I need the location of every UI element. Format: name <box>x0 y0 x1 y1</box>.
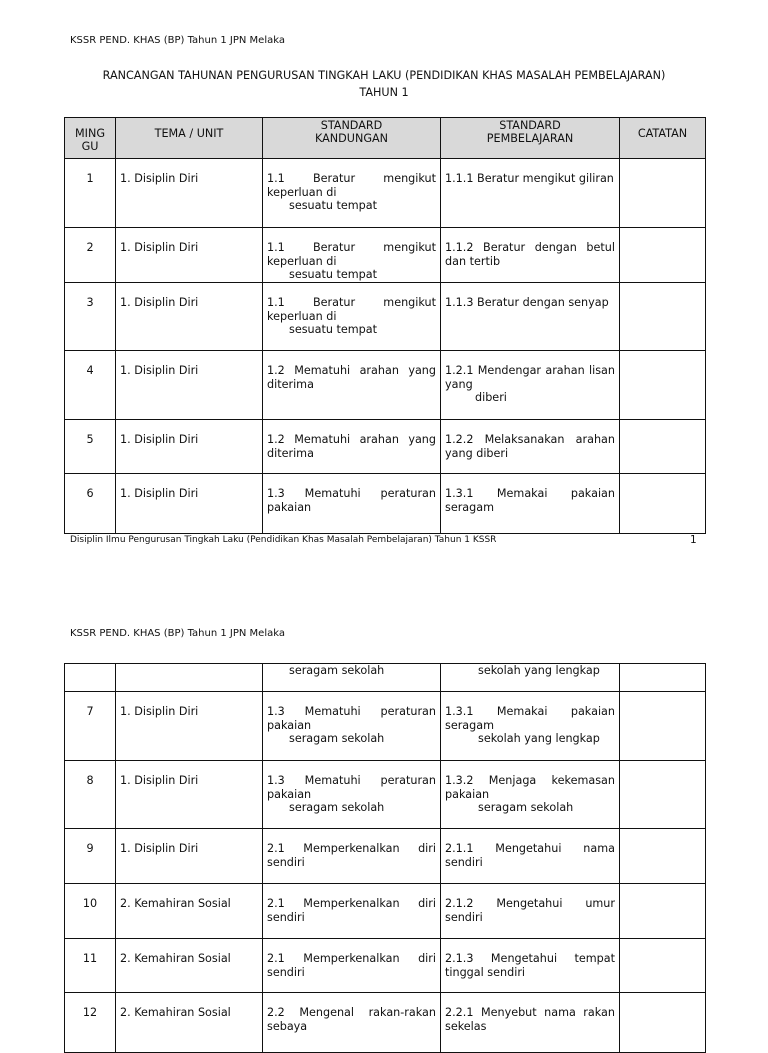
cell-standard-kandungan <box>263 993 441 1053</box>
table-row <box>65 692 706 761</box>
cell-standard-pembelajaran <box>441 664 620 692</box>
sp-text-indent: sekolah yang lengkap <box>478 732 600 745</box>
cell-tema: 2. Kemahiran Sosial <box>116 884 263 939</box>
sk-text: 1.1 Beratur mengikut keperluan di <box>267 296 436 323</box>
page-footer: Disiplin Ilmu Pengurusan Tingkah Laku (Pendidikan Khas Masalah Pembelajaran) Tahun 1 KSSR <box>70 535 497 545</box>
cell-standard-pembelajaran <box>441 939 620 993</box>
cell-standard-pembelajaran <box>441 761 620 829</box>
cell-tema: 1. Disiplin Diri <box>116 159 263 228</box>
col-header-minggu-line1: MING <box>75 127 105 140</box>
sk-text: 1.3 Mematuhi peraturan pakaian <box>267 774 436 801</box>
sp-text: 2.2.1 Menyebut nama rakan sekelas <box>445 1006 615 1033</box>
cell-minggu: 2 <box>65 228 116 283</box>
sk-text: 2.1 Memperkenalkan diri sendiri <box>267 842 436 869</box>
cell-standard-kandungan <box>263 829 441 884</box>
sk-text: 1.1 Beratur mengikut keperluan di <box>267 172 436 199</box>
cell-tema: 1. Disiplin Diri <box>116 474 263 534</box>
sk-text: 1.2 Mematuhi arahan yang diterima <box>267 364 436 391</box>
cell-catatan <box>620 829 706 884</box>
sp-text-indent: diberi <box>475 391 507 404</box>
cell-catatan <box>620 692 706 761</box>
cell-minggu: 8 <box>65 761 116 829</box>
cell-standard-pembelajaran <box>441 692 620 761</box>
document-subtitle: TAHUN 1 <box>359 86 409 99</box>
col-header-catatan: CATATAN <box>620 118 706 159</box>
sk-text-indent: seragam sekolah <box>289 801 385 814</box>
plan-table-continued <box>64 663 706 1053</box>
sp-text: 2.1.2 Mengetahui umur sendiri <box>445 897 615 924</box>
table-row <box>65 829 706 884</box>
sk-text-indent: seragam sekolah <box>289 732 385 745</box>
page-header: KSSR PEND. KHAS (BP) Tahun 1 JPN Melaka <box>70 35 285 46</box>
sk-text-indent: sesuatu tempat <box>289 268 378 281</box>
cell-minggu: 5 <box>65 420 116 474</box>
sp-text: 1.1.1 Beratur mengikut giliran <box>445 172 614 185</box>
sp-text-indent: sekolah yang lengkap <box>478 664 600 677</box>
cell-minggu: 11 <box>65 939 116 993</box>
cell-standard-kandungan <box>263 939 441 993</box>
cell-catatan <box>620 884 706 939</box>
cell-minggu: 7 <box>65 692 116 761</box>
cell-standard-kandungan <box>263 761 441 829</box>
cell-minggu: 3 <box>65 283 116 351</box>
col-header-minggu-line2: GU <box>81 139 99 153</box>
table-row <box>65 939 706 993</box>
sp-text: 1.3.2 Menjaga kekemasan pakaian <box>445 774 615 801</box>
cell-tema: 1. Disiplin Diri <box>116 761 263 829</box>
col-header-sk-line1: STANDARD <box>320 119 383 132</box>
sk-text-indent: sesuatu tempat <box>289 323 378 336</box>
sp-text: 1.1.2 Beratur dengan betul dan tertib <box>445 241 615 268</box>
document-title: RANCANGAN TAHUNAN PENGURUSAN TINGKAH LAKU (PENDIDIKAN KHAS MASALAH PEMBELAJARAN) <box>102 69 666 82</box>
sk-text: 2.1 Memperkenalkan diri sendiri <box>267 897 436 924</box>
cell-minggu: 9 <box>65 829 116 884</box>
col-header-sk-line2: KANDUNGAN <box>314 131 389 145</box>
sp-text-indent: seragam sekolah <box>478 801 574 814</box>
sk-text: 1.3 Mematuhi peraturan pakaian <box>267 487 436 514</box>
page-header: KSSR PEND. KHAS (BP) Tahun 1 JPN Melaka <box>70 628 285 639</box>
sp-text: 1.1.3 Beratur dengan senyap <box>445 296 609 309</box>
sk-text: 1.2 Mematuhi arahan yang diterima <box>267 433 436 460</box>
col-header-sp-line1: STANDARD <box>499 119 561 132</box>
cell-standard-kandungan <box>263 884 441 939</box>
sp-text: 1.2.1 Mendengar arahan lisan yang <box>445 364 615 391</box>
sk-text-indent: seragam sekolah <box>289 664 385 677</box>
table-row <box>65 993 706 1053</box>
table-row-continuation <box>65 664 706 692</box>
cell-catatan <box>620 939 706 993</box>
cell-minggu: 6 <box>65 474 116 534</box>
col-header-tema: TEMA / UNIT <box>116 118 263 159</box>
cell-catatan <box>620 993 706 1053</box>
cell-minggu: 1 <box>65 159 116 228</box>
cell-standard-pembelajaran <box>441 829 620 884</box>
cell-standard-pembelajaran <box>441 884 620 939</box>
cell-standard-kandungan <box>263 664 441 692</box>
sp-text: 1.3.1 Memakai pakaian seragam <box>445 705 615 732</box>
cell-tema: 1. Disiplin Diri <box>116 829 263 884</box>
sp-text: 1.2.2 Melaksanakan arahan yang diberi <box>445 433 615 460</box>
cell-tema: 1. Disiplin Diri <box>116 228 263 283</box>
cell-standard-kandungan <box>263 692 441 761</box>
cell-tema: 1. Disiplin Diri <box>116 692 263 761</box>
page-number: 1 <box>690 534 697 546</box>
cell-tema: 1. Disiplin Diri <box>116 420 263 474</box>
cell-tema <box>116 664 263 692</box>
cell-minggu: 10 <box>65 884 116 939</box>
sp-text: 2.1.3 Mengetahui tempat tinggal sendiri <box>445 952 615 979</box>
sk-text: 1.1 Beratur mengikut keperluan di <box>267 241 436 268</box>
table-row <box>65 884 706 939</box>
sk-text: 2.2 Mengenal rakan-rakan sebaya <box>267 1006 436 1033</box>
sp-text: 2.1.1 Mengetahui nama sendiri <box>445 842 615 869</box>
cell-minggu <box>65 664 116 692</box>
cell-standard-pembelajaran <box>441 993 620 1053</box>
cell-catatan <box>620 664 706 692</box>
cell-tema: 2. Kemahiran Sosial <box>116 939 263 993</box>
table-row <box>65 761 706 829</box>
cell-tema: 2. Kemahiran Sosial <box>116 993 263 1053</box>
cell-tema: 1. Disiplin Diri <box>116 283 263 351</box>
cell-catatan <box>620 761 706 829</box>
sk-text-indent: sesuatu tempat <box>289 199 378 212</box>
cell-tema: 1. Disiplin Diri <box>116 351 263 420</box>
cell-minggu: 4 <box>65 351 116 420</box>
sk-text: 1.3 Mematuhi peraturan pakaian <box>267 705 436 732</box>
col-header-sp-line2: PEMBELAJARAN <box>486 131 574 145</box>
cell-minggu: 12 <box>65 993 116 1053</box>
sp-text: 1.3.1 Memakai pakaian seragam <box>445 487 615 514</box>
sk-text: 2.1 Memperkenalkan diri sendiri <box>267 952 436 979</box>
